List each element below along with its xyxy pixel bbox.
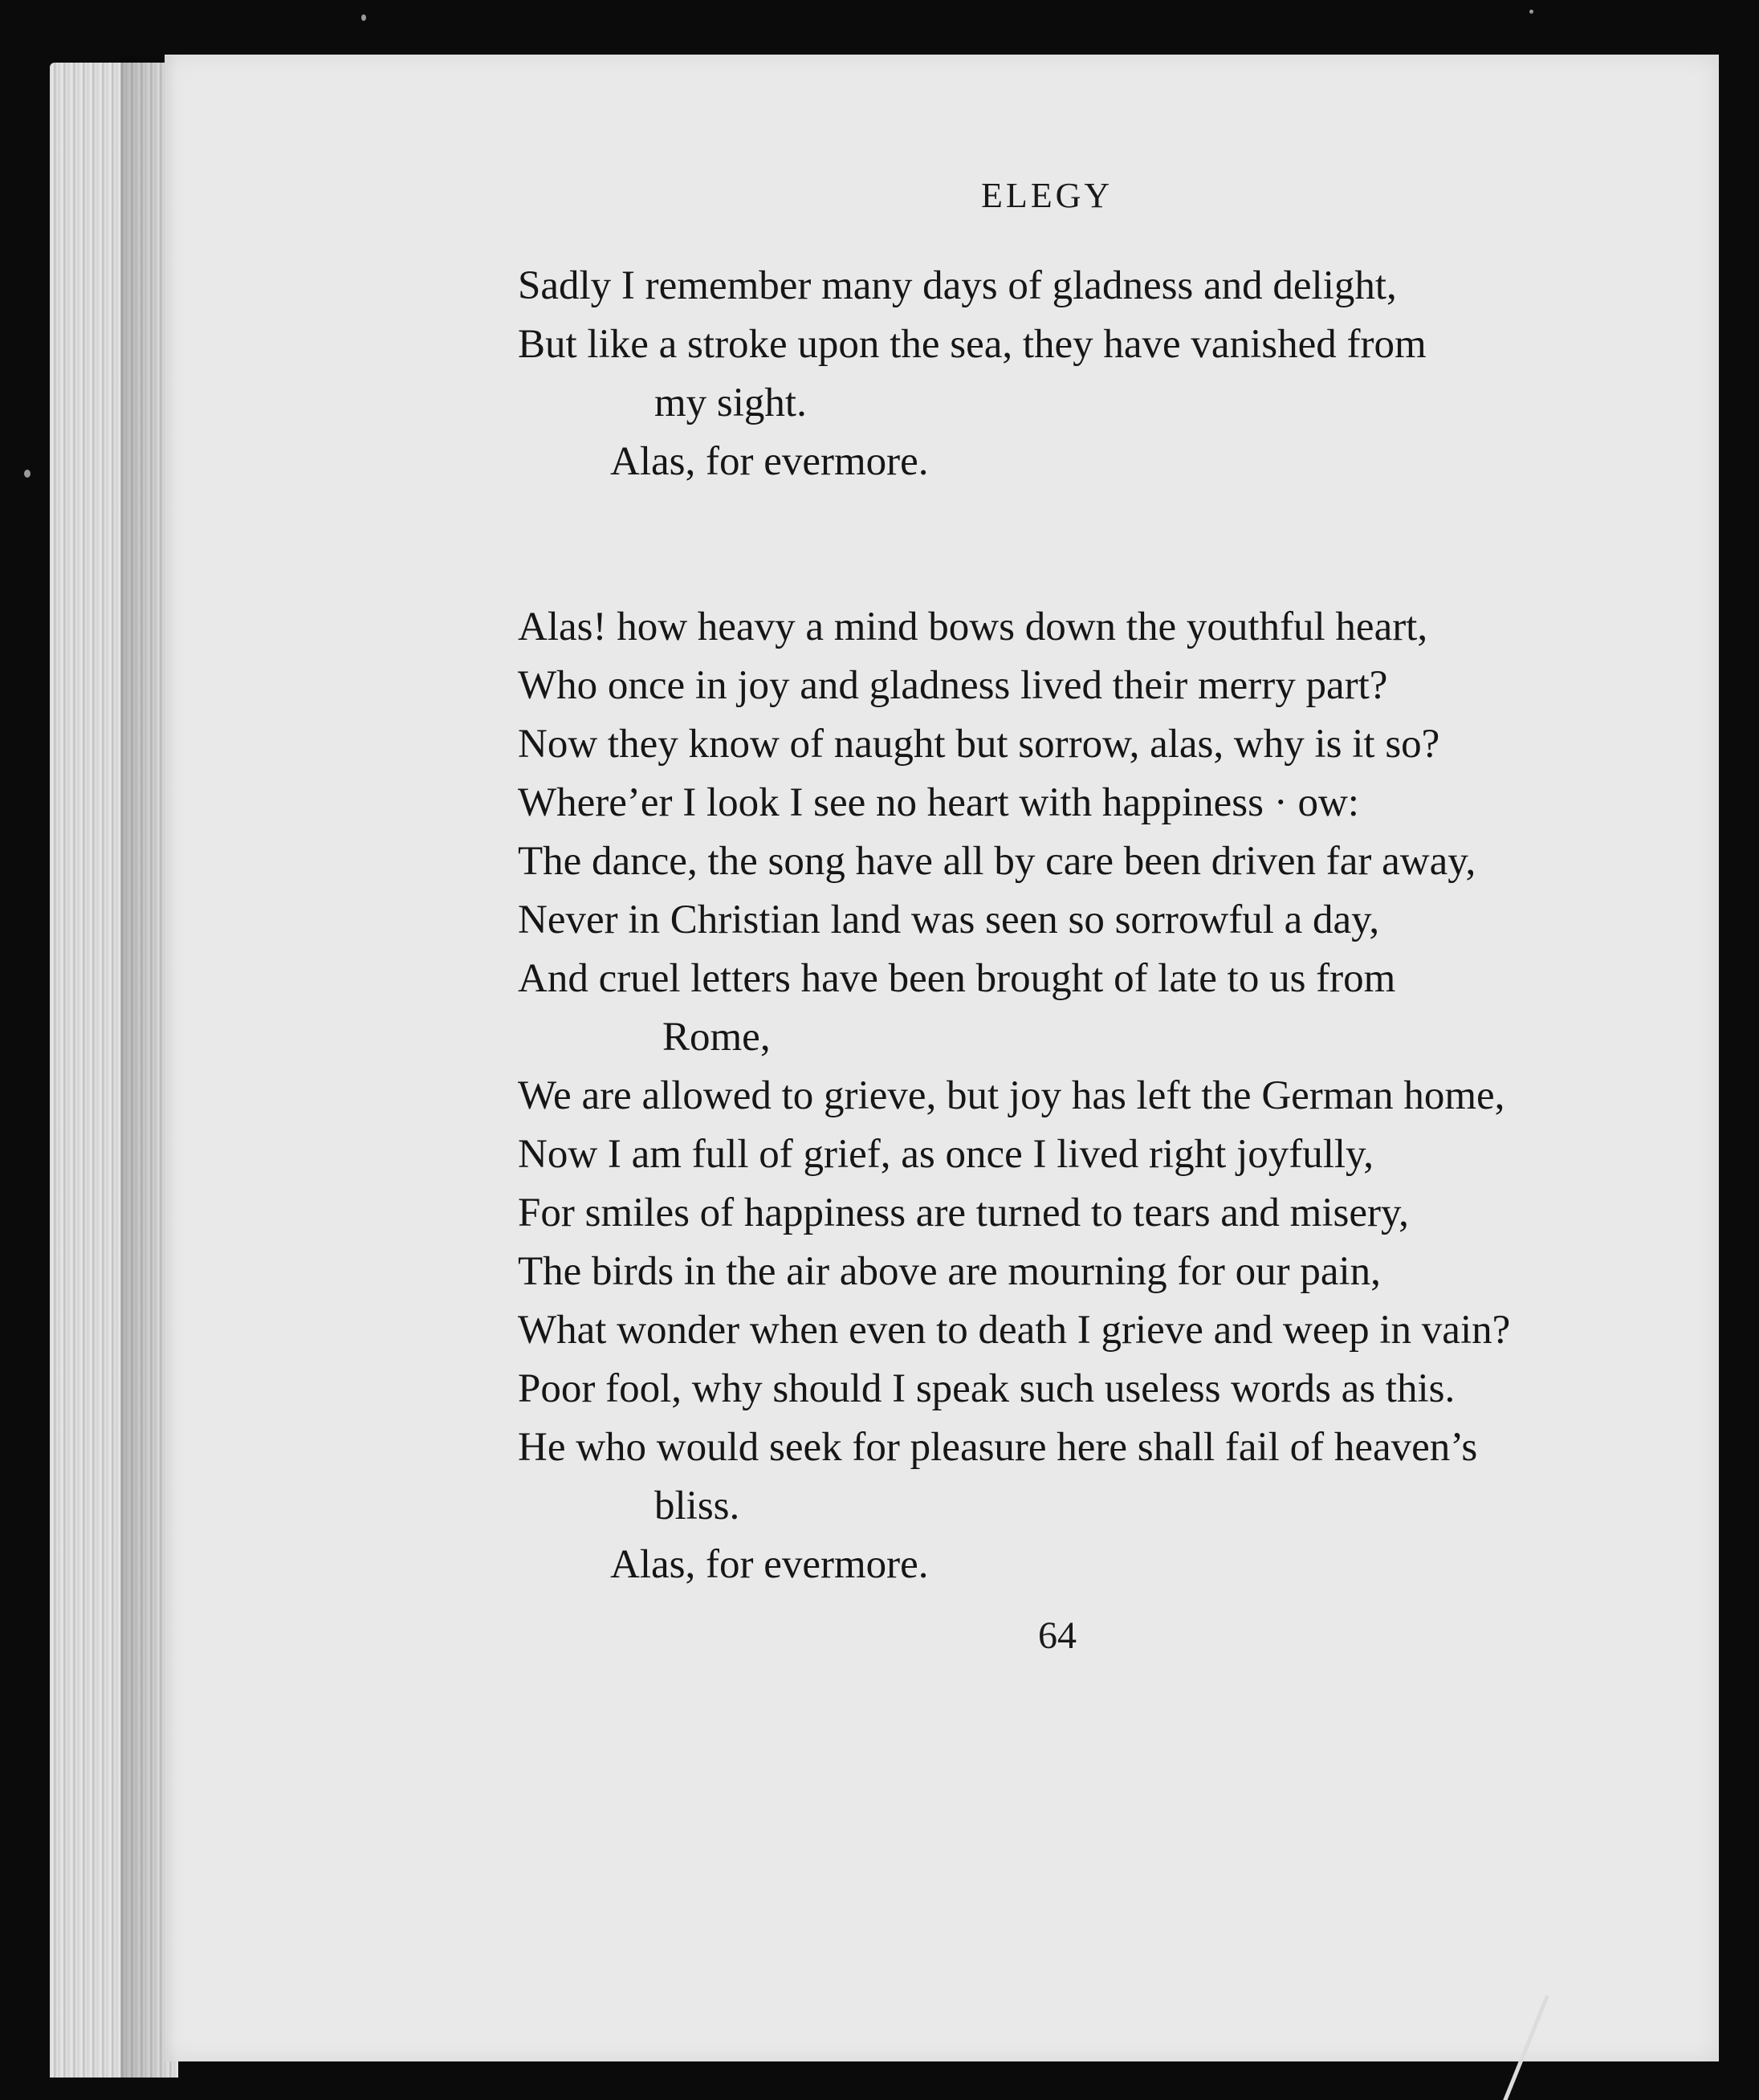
verse-line: He who would seek for pleasure here shall fail of heaven’s: [518, 1425, 1478, 1470]
verse-line: Now I am full of grief, as once I lived right joyfully,: [518, 1132, 1374, 1177]
verse-line: Sadly I remember many days of gladness and delight,: [518, 263, 1397, 308]
running-head: ELEGY: [981, 176, 1114, 215]
verse-line: Where’er I look I see no heart with happiness · ow:: [518, 780, 1359, 825]
verse-line: What wonder when even to death I grieve and weep in vain?: [518, 1308, 1511, 1353]
scan-background-edge: [1723, 80, 1759, 2100]
dust-speck: [1529, 10, 1533, 14]
verse-line: Alas! how heavy a mind bows down the youthful heart,: [518, 604, 1428, 649]
verse-line: Who once in joy and gladness lived their merry part?: [518, 663, 1388, 708]
refrain-line: Alas, for evermore.: [610, 439, 929, 484]
verse-line: The dance, the song have all by care been driven far away,: [518, 839, 1476, 884]
verse-line: bliss.: [654, 1483, 740, 1528]
verse-line: Never in Christian land was seen so sorrowful a day,: [518, 897, 1380, 942]
verse-line: But like a stroke upon the sea, they have vanished from: [518, 322, 1427, 367]
verse-line: Now they know of naught but sorrow, alas, why is it so?: [518, 722, 1440, 767]
verse-line: Poor fool, why should I speak such useless words as this.: [518, 1366, 1456, 1411]
verse-line: The birds in the air above are mourning for our pain,: [518, 1249, 1381, 1294]
dust-speck: [24, 470, 31, 478]
verse-line: And cruel letters have been brought of late to us from: [518, 956, 1396, 1001]
dust-speck: [361, 14, 366, 21]
verse-line: my sight.: [654, 381, 807, 425]
page-number: 64: [1038, 1614, 1077, 1657]
gutter-shadow: [120, 56, 177, 2079]
verse-line: For smiles of happiness are turned to tears and misery,: [518, 1190, 1409, 1235]
verse-line: Rome,: [662, 1015, 771, 1060]
stanza-2: [518, 598, 1510, 1594]
verse-line: We are allowed to grieve, but joy has left the German home,: [518, 1073, 1505, 1118]
refrain-line: Alas, for evermore.: [610, 1542, 929, 1587]
stanza-1: [518, 257, 1427, 491]
